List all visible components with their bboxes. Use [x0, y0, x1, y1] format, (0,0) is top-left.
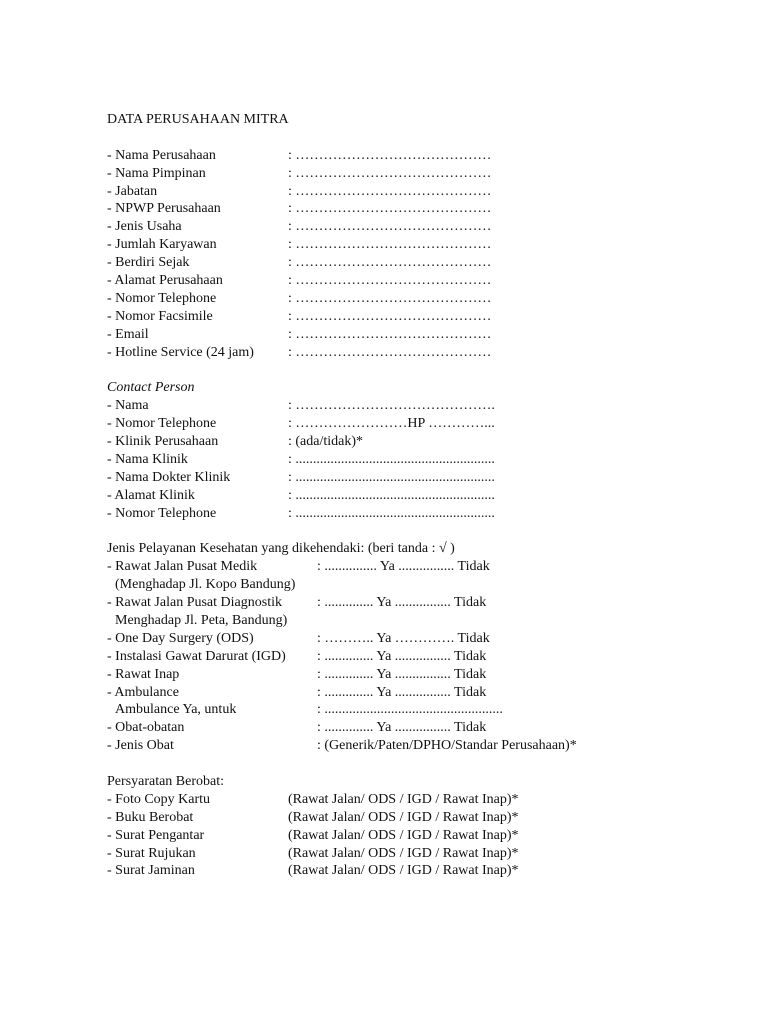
field-label: - Nama Perusahaan [107, 147, 216, 163]
field-value: : .............. Ya ................ Tidak [317, 648, 487, 664]
company-field-row [107, 290, 747, 308]
contact-field-row [107, 451, 747, 469]
field-label: - Alamat Klinik [107, 487, 195, 503]
field-value: (Rawat Jalan/ ODS / IGD / Rawat Inap)* [288, 809, 519, 825]
field-value: : …………………………………… [288, 147, 492, 163]
field-value: : …………………………………… [288, 308, 492, 324]
field-value: : (ada/tidak)* [288, 434, 364, 450]
contact-field-row [107, 397, 747, 415]
services-fields [107, 558, 747, 755]
field-value: : ......................................................... [288, 451, 495, 467]
field-label: - Surat Pengantar [107, 827, 205, 843]
field-value: : …………………………………… [288, 273, 492, 289]
field-label: - Instalasi Gawat Darurat (IGD) [107, 648, 286, 664]
field-value: : ............... Ya ................ Tidak [317, 559, 490, 575]
field-label: - Rawat Inap [107, 666, 180, 682]
field-value: : .............. Ya ................ Tidak [317, 666, 487, 682]
field-value: (Rawat Jalan/ ODS / IGD / Rawat Inap)* [288, 863, 519, 879]
company-field-row [107, 254, 747, 272]
contact-field-row [107, 433, 747, 451]
field-label: - Jenis Usaha [107, 219, 182, 235]
field-value: : …………………………………… [288, 344, 492, 360]
field-label: - Ambulance [107, 684, 179, 700]
contact-field-row [107, 469, 747, 487]
company-field-row [107, 165, 747, 183]
field-label: - Nomor Telephone [107, 416, 217, 432]
field-label: - Nomor Telephone [107, 290, 217, 306]
field-value: : …………………………………… [288, 326, 492, 342]
field-value: : ......................................................... [288, 469, 495, 485]
company-field-row [107, 308, 747, 326]
field-value: (Rawat Jalan/ ODS / IGD / Rawat Inap)* [288, 845, 519, 861]
field-label: - Nama Pimpinan [107, 165, 206, 181]
field-value: (Rawat Jalan/ ODS / IGD / Rawat Inap)* [288, 791, 519, 807]
field-value: : ……………………………………. [288, 398, 495, 414]
field-label: - Alamat Perusahaan [107, 273, 223, 289]
services-heading: Jenis Pelayanan Kesehatan yang dikehendaki: (beri tanda : √ ) [107, 541, 455, 557]
document-page [107, 111, 747, 880]
company-field-row [107, 272, 747, 290]
requirement-row [107, 791, 747, 809]
company-field-row [107, 218, 747, 236]
field-value: : …………………………………… [288, 201, 492, 217]
field-label: (Menghadap Jl. Kopo Bandung) [115, 577, 296, 593]
field-label: - Rawat Jalan Pusat Medik [107, 559, 258, 575]
field-label: - Nama [107, 398, 149, 414]
field-value: : .............. Ya ................ Tidak [317, 595, 487, 611]
company-field-row [107, 326, 747, 344]
company-field-row [107, 344, 747, 362]
field-value: : ……….. Ya …………. Tidak [317, 630, 490, 646]
contact-fields [107, 397, 747, 522]
requirement-row [107, 862, 747, 880]
field-label: - Nomor Telephone [107, 505, 217, 521]
service-row [107, 666, 747, 684]
field-value: : ................................................... [317, 702, 503, 718]
field-label: - Jumlah Karyawan [107, 237, 217, 253]
spacer [107, 361, 747, 379]
field-value: : ……………………HP …………... [288, 416, 495, 432]
field-label: - Jabatan [107, 183, 158, 199]
service-row [107, 612, 747, 630]
field-value: (Rawat Jalan/ ODS / IGD / Rawat Inap)* [288, 827, 519, 843]
field-label: - Nama Dokter Klinik [107, 469, 231, 485]
field-label: - Klinik Perusahaan [107, 434, 219, 450]
requirement-row [107, 845, 747, 863]
requirement-row [107, 809, 747, 827]
contact-heading: Contact Person [107, 380, 195, 396]
service-row [107, 719, 747, 737]
field-value: : …………………………………… [288, 255, 492, 271]
service-row [107, 648, 747, 666]
service-row [107, 684, 747, 702]
contact-field-row [107, 415, 747, 433]
field-value: : …………………………………… [288, 183, 492, 199]
company-field-row [107, 236, 747, 254]
document-title: DATA PERUSAHAAN MITRA [107, 112, 289, 127]
field-label: - Jenis Obat [107, 738, 174, 754]
field-label: Menghadap Jl. Peta, Bandung) [115, 612, 288, 628]
field-label: - NPWP Perusahaan [107, 201, 221, 217]
field-label: - One Day Surgery (ODS) [107, 630, 254, 646]
field-label: - Buku Berobat [107, 809, 194, 825]
field-label: - Obat-obatan [107, 720, 185, 736]
company-field-row [107, 200, 747, 218]
spacer [107, 755, 747, 773]
field-value: : …………………………………… [288, 237, 492, 253]
service-row [107, 701, 747, 719]
field-label: - Nama Klinik [107, 451, 188, 467]
field-value: : .............. Ya ................ Tidak [317, 684, 487, 700]
field-label: Ambulance Ya, untuk [115, 702, 237, 718]
spacer [107, 129, 747, 147]
field-value: : …………………………………… [288, 219, 492, 235]
service-row [107, 558, 747, 576]
company-field-row [107, 147, 747, 165]
field-label: - Hotline Service (24 jam) [107, 344, 254, 360]
contact-field-row [107, 505, 747, 523]
requirement-row [107, 827, 747, 845]
field-value: : ......................................................... [288, 487, 495, 503]
company-field-row [107, 183, 747, 201]
requirements-heading: Persyaratan Berobat: [107, 773, 225, 789]
field-label: - Rawat Jalan Pusat Diagnostik [107, 595, 282, 611]
field-value: : .............. Ya ................ Tidak [317, 720, 487, 736]
service-row [107, 630, 747, 648]
service-row [107, 737, 747, 755]
field-label: - Surat Jaminan [107, 863, 195, 879]
company-fields [107, 147, 747, 362]
field-value: : ......................................................... [288, 505, 495, 521]
field-label: - Surat Rujukan [107, 845, 196, 861]
service-row [107, 594, 747, 612]
spacer [107, 522, 747, 540]
field-value: : …………………………………… [288, 165, 492, 181]
requirements-fields [107, 791, 747, 880]
field-value: : (Generik/Paten/DPHO/Standar Perusahaan)* [317, 738, 577, 754]
field-label: - Foto Copy Kartu [107, 791, 211, 807]
field-label: - Berdiri Sejak [107, 255, 190, 271]
field-value: : …………………………………… [288, 290, 492, 306]
service-row [107, 576, 747, 594]
field-label: - Nomor Facsimile [107, 308, 213, 324]
field-label: - Email [107, 326, 149, 342]
contact-field-row [107, 487, 747, 505]
